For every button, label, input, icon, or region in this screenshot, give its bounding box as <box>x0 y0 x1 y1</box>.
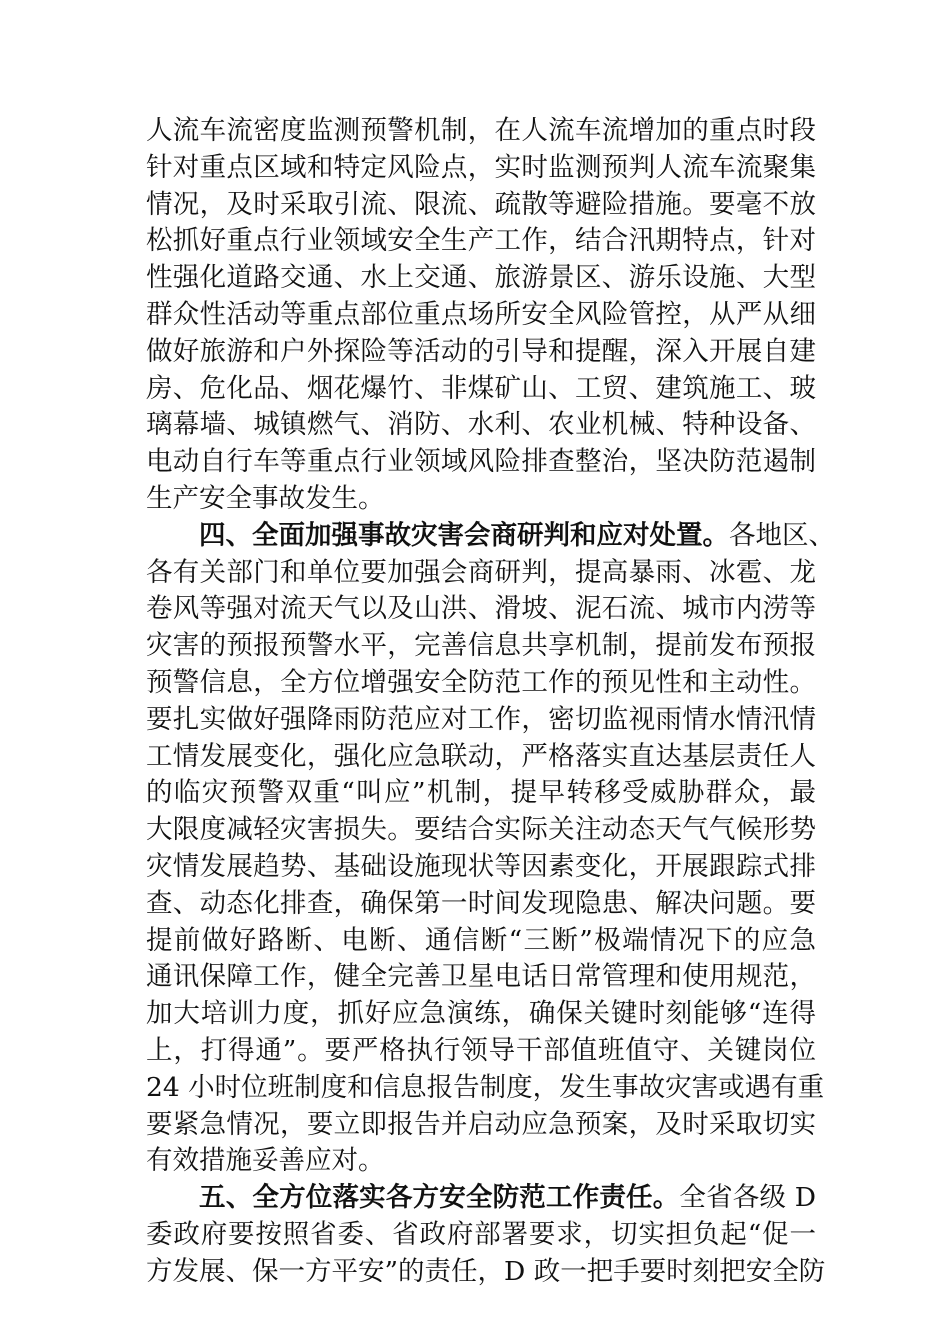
text-line: 大限度减轻灾害损失。要结合实际关注动态天气气候形势 <box>146 814 816 846</box>
text-line: 各有关部门和单位要加强会商研判，提高暴雨、冰雹、龙 <box>146 556 816 588</box>
text-line: 通讯保障工作，健全完善卫星电话日常管理和使用规范， <box>146 961 816 993</box>
text-line: 的临灾预警双重“叫应”机制，提早转移受威胁群众，最 <box>146 777 816 809</box>
text-line: 要紧急情况，要立即报告并启动应急预案，及时采取切实 <box>146 1108 816 1140</box>
text-line: 松抓好重点行业领域安全生产工作，结合汛期特点，针对 <box>146 225 816 257</box>
text-line: 委政府要按照省委、省政府部署要求，切实担负起“促一 <box>146 1218 816 1250</box>
text-line: 生产安全事故发生。 <box>146 482 385 514</box>
text-line: 提前做好路断、电断、通信断“三断”极端情况下的应急 <box>146 924 816 956</box>
text-line: 电动自行车等重点行业领域风险排查整治，坚决防范遏制 <box>146 446 816 478</box>
text-line: 灾情发展趋势、基础设施现状等因素变化，开展跟踪式排 <box>146 850 816 882</box>
section-heading: 四、全面加强事故灾害会商研判和应对处置。 <box>199 519 729 551</box>
document-page <box>146 113 835 1291</box>
section-five <box>146 1180 826 1290</box>
text-line: 有效措施妥善应对。 <box>146 1145 385 1177</box>
section-heading-rest: 全省各级 D <box>679 1182 817 1214</box>
text-line: 针对重点区域和特定风险点，实时监测预判人流车流聚集 <box>146 151 816 183</box>
text-line: 性强化道路交通、水上交通、旅游景区、游乐设施、大型 <box>146 262 816 294</box>
text-line: 群众性活动等重点部位重点场所安全风险管控，从严从细 <box>146 298 816 330</box>
text-line: 璃幕墙、城镇燃气、消防、水利、农业机械、特种设备、 <box>146 409 816 441</box>
text-line: 工情发展变化，强化应急联动，严格落实直达基层责任人 <box>146 740 816 772</box>
text-line: 情况，及时采取引流、限流、疏散等避险措施。要毫不放 <box>146 188 816 220</box>
text-line: 灾害的预报预警水平，完善信息共享机制，提前发布预报 <box>146 630 816 662</box>
text-line: 人流车流密度监测预警机制，在人流车流增加的重点时段 <box>146 115 816 146</box>
section-heading-rest: 各地区、 <box>729 519 835 551</box>
section-heading: 五、全方位落实各方安全防范工作责任。 <box>199 1182 680 1214</box>
text-line: 卷风等强对流天气以及山洪、滑坡、泥石流、城市内涝等 <box>146 593 816 625</box>
text-line: 要扎实做好强降雨防范应对工作，密切监视雨情水情汛情 <box>146 703 816 735</box>
section-heading-line <box>146 1180 816 1217</box>
text-line: 24 小时位班制度和信息报告制度，发生事故灾害或遇有重 <box>146 1071 825 1103</box>
text-line: 做好旅游和户外探险等活动的引导和提醒，深入开展自建 <box>146 335 816 367</box>
text-line: 上，打得通”。要严格执行领导干部值班值守、关键岗位 <box>146 1034 816 1066</box>
section-heading-line <box>146 518 835 555</box>
text-line: 房、危化品、烟花爆竹、非煤矿山、工贸、建筑施工、玻 <box>146 372 816 404</box>
text-line: 查、动态化排查，确保第一时间发现隐患、解决问题。要 <box>146 887 816 919</box>
paragraph-continued <box>146 113 816 518</box>
section-four <box>146 518 835 1180</box>
text-line: 预警信息，全方位增强安全防范工作的预见性和主动性。 <box>146 666 816 698</box>
text-line: 加大培训力度，抓好应急演练，确保关键时刻能够“连得 <box>146 998 816 1030</box>
text-line: 方发展、保一方平安”的责任，D 政一把手要时刻把安全防 <box>146 1255 826 1287</box>
